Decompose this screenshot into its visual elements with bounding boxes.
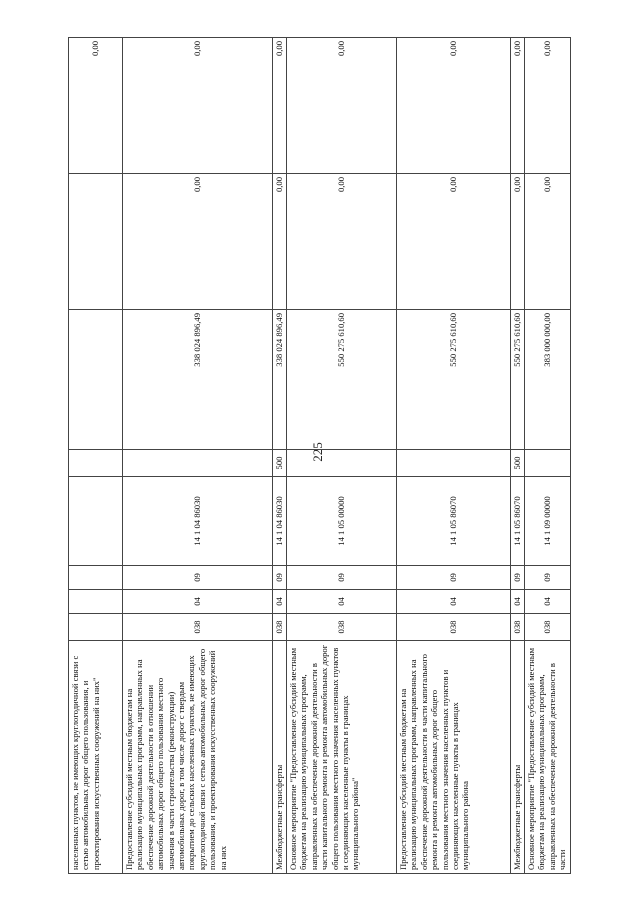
cell-sum2: 0,00: [397, 174, 511, 310]
cell-grbs: 038: [397, 614, 511, 641]
cell-sum2: [69, 174, 123, 310]
table-row: [525, 38, 571, 874]
cell-vr: [69, 450, 123, 477]
cell-pr: 09: [397, 566, 511, 590]
cell-rz: 04: [525, 590, 571, 614]
cell-grbs: 038: [273, 614, 287, 641]
cell-name: Основное мероприятие "Предоставление субсидий местным бюджетам на реализацию муниципальных программ, направленных на обеспечение дорожной деятельности в части: [525, 641, 571, 874]
table-row: [273, 38, 287, 874]
cell-pr: 09: [273, 566, 287, 590]
cell-pr: 09: [287, 566, 397, 590]
cell-sum3: 0,00: [397, 38, 511, 174]
cell-sum2: 0,00: [123, 174, 273, 310]
cell-grbs: 038: [123, 614, 273, 641]
cell-csr: 14 1 05 86070: [511, 477, 525, 566]
cell-rz: [69, 590, 123, 614]
cell-csr: 14 1 05 00000: [287, 477, 397, 566]
cell-sum3: 0,00: [123, 38, 273, 174]
cell-rz: 04: [397, 590, 511, 614]
cell-sum3: 0,00: [525, 38, 571, 174]
cell-vr: 500: [511, 450, 525, 477]
cell-sum1: 550 275 610,60: [397, 310, 511, 450]
cell-vr: 500: [273, 450, 287, 477]
cell-sum3: 0,00: [273, 38, 287, 174]
cell-name: Предоставление субсидий местным бюджетам на реализацию муниципальных программ, направленных на обеспечение дорожной деятельности в части капитального ремонта и ремонта автомобильных дорог общего пользования местного значения населенных пунктов и соединяющих населенные пункты в границах муниципального района: [397, 641, 511, 874]
cell-sum1: 383 000 000,00: [525, 310, 571, 450]
cell-rz: 04: [511, 590, 525, 614]
cell-sum1: 338 024 896,49: [123, 310, 273, 450]
cell-csr: [69, 477, 123, 566]
cell-name: Предоставление субсидий местным бюджетам на реализацию муниципальных программ, направленных на обеспечение дорожной деятельности в отношении автомобильных дорог общего пользования местного значения в части строительства (реконструкции) автомобильных дорог, в том числе дорог с твердым покрытием до сельских населенных пунктов, не имеющих круглогодичной связи с сетью автомобильных дорог общего пользования, и проектирования искусственных сооружений на них: [123, 641, 273, 874]
cell-pr: [69, 566, 123, 590]
cell-sum3: 0,00: [287, 38, 397, 174]
cell-name: Межбюджетные трансферты: [273, 641, 287, 874]
cell-sum3: 0,00: [511, 38, 525, 174]
table-row: [69, 38, 123, 874]
cell-grbs: 038: [525, 614, 571, 641]
cell-vr: [525, 450, 571, 477]
cell-csr: 14 1 04 86030: [123, 477, 273, 566]
budget-table: [68, 37, 571, 874]
cell-rz: 04: [273, 590, 287, 614]
cell-pr: 09: [123, 566, 273, 590]
cell-sum1: 550 275 610,60: [511, 310, 525, 450]
cell-name: населенных пунктов, не имеющих круглогодичной связи с сетью автомобильных дорог общего пользования, и проектирования искусственных сооружений на них": [69, 641, 123, 874]
cell-vr: [397, 450, 511, 477]
page-number: 225: [309, 442, 325, 462]
cell-sum2: 0,00: [511, 174, 525, 310]
table-row: [287, 38, 397, 874]
cell-sum1: [69, 310, 123, 450]
cell-sum1: 550 275 610,60: [287, 310, 397, 450]
cell-sum2: 0,00: [525, 174, 571, 310]
table-row: [397, 38, 511, 874]
cell-vr: [287, 450, 397, 477]
cell-pr: 09: [511, 566, 525, 590]
cell-sum1: 338 024 896,49: [273, 310, 287, 450]
table-row: [123, 38, 273, 874]
cell-sum3: 0,00: [69, 38, 123, 174]
cell-grbs: [69, 614, 123, 641]
cell-sum2: 0,00: [273, 174, 287, 310]
cell-csr: 14 1 04 86030: [273, 477, 287, 566]
cell-sum2: 0,00: [287, 174, 397, 310]
cell-csr: 14 1 05 86070: [397, 477, 511, 566]
cell-rz: 04: [123, 590, 273, 614]
cell-name: Основное мероприятие "Предоставление субсидий местным бюджетам на реализацию муниципальных программ, направленных на обеспечение дорожной деятельности в части капитального ремонта и ремонта автомобильных дорог общего пользования местного значения населенных пунктов и соединяющих населенные пункты в границах муниципального района": [287, 641, 397, 874]
table-row: [511, 38, 525, 874]
cell-grbs: 038: [287, 614, 397, 641]
cell-name: Межбюджетные трансферты: [511, 641, 525, 874]
cell-csr: 14 1 09 00000: [525, 477, 571, 566]
cell-grbs: 038: [511, 614, 525, 641]
cell-pr: 09: [525, 566, 571, 590]
cell-vr: [123, 450, 273, 477]
cell-rz: 04: [287, 590, 397, 614]
